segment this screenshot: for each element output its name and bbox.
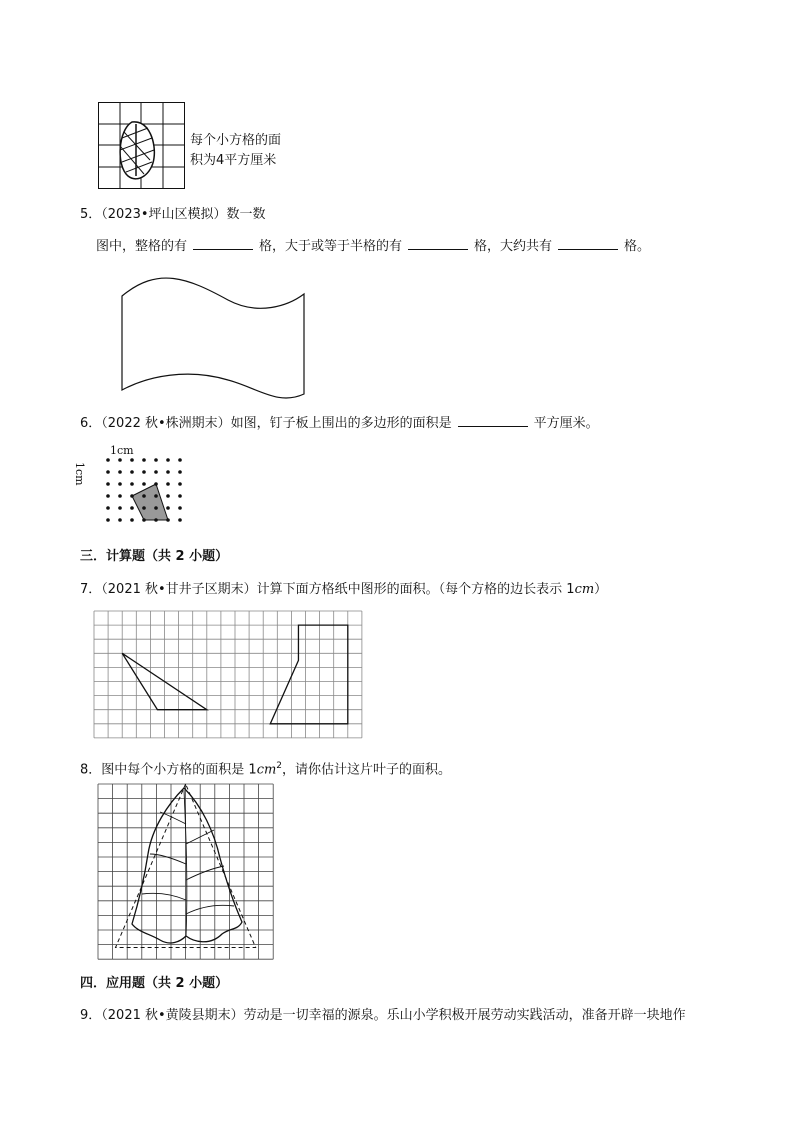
peg-dot bbox=[130, 518, 134, 522]
q5-question-line bbox=[96, 237, 650, 256]
q5-blank-whole[interactable] bbox=[193, 237, 253, 250]
q8-unit: cm bbox=[256, 762, 277, 778]
peg-dot bbox=[118, 506, 122, 510]
q6-scale-label-vertical: 1cm bbox=[73, 462, 86, 486]
peg-dot bbox=[106, 506, 110, 510]
q8-unit-superscript: 2 bbox=[276, 761, 283, 771]
q7-grid-figure bbox=[94, 611, 364, 741]
section4-title: 四．应用题（共 2 小题） bbox=[80, 976, 229, 991]
peg-dot bbox=[142, 494, 146, 498]
q8-leaf-outline bbox=[132, 788, 242, 943]
peg-dot bbox=[154, 494, 158, 498]
peg-dot bbox=[142, 482, 146, 486]
peg-dot bbox=[142, 506, 146, 510]
peg-dot bbox=[166, 458, 170, 462]
peg-dot bbox=[178, 494, 182, 498]
q5-blank-total[interactable] bbox=[558, 237, 618, 250]
peg-dot bbox=[118, 482, 122, 486]
peg-dot bbox=[106, 470, 110, 474]
q6-text: 6．（2022 秋•株洲期末）如图，钉子板上围出的多边形的面积是 bbox=[80, 416, 452, 431]
peg-dot bbox=[118, 470, 122, 474]
peg-dot bbox=[166, 494, 170, 498]
q5-text-4: 格。 bbox=[624, 239, 651, 254]
q7-unit: cm bbox=[574, 582, 595, 597]
peg-dot bbox=[118, 494, 122, 498]
peg-dot bbox=[178, 470, 182, 474]
q7-close: ） bbox=[594, 582, 608, 597]
q5-heading: 5．（2023•坪山区模拟）数一数 bbox=[80, 207, 266, 222]
peg-dot bbox=[130, 470, 134, 474]
peg-dot bbox=[142, 470, 146, 474]
q6-question-line bbox=[80, 414, 599, 433]
peg-dot bbox=[106, 518, 110, 522]
q5-blank-half[interactable] bbox=[408, 237, 468, 250]
peg-dot bbox=[118, 518, 122, 522]
q5-text-1: 图中，整格的有 bbox=[96, 239, 188, 254]
small-leaf-shape bbox=[120, 122, 154, 179]
q8-question-line bbox=[80, 757, 451, 779]
section3-title: 三．计算题（共 2 小题） bbox=[80, 549, 229, 564]
q7-question-line bbox=[80, 581, 607, 599]
q8-text-b: ，请你估计这片叶子的面积。 bbox=[282, 762, 452, 778]
peg-dot bbox=[130, 494, 134, 498]
peg-dot bbox=[178, 518, 182, 522]
q5-text-3: 格，大约共有 bbox=[474, 239, 553, 254]
peg-dot bbox=[154, 482, 158, 486]
peg-dot bbox=[106, 482, 110, 486]
peg-dot bbox=[106, 494, 110, 498]
peg-dot bbox=[154, 518, 158, 522]
q6-tail: 平方厘米。 bbox=[533, 416, 599, 431]
small-leaf-grid-figure bbox=[98, 102, 188, 192]
peg-dot bbox=[154, 458, 158, 462]
peg-dot bbox=[130, 506, 134, 510]
q6-scale-label-horizontal: 1cm bbox=[110, 444, 134, 457]
peg-dot bbox=[178, 458, 182, 462]
peg-dot bbox=[130, 458, 134, 462]
peg-dot bbox=[166, 470, 170, 474]
q7-grid-lines bbox=[94, 611, 362, 738]
peg-dot bbox=[106, 458, 110, 462]
q8-leaf-veins bbox=[142, 790, 234, 936]
peg-dot bbox=[178, 482, 182, 486]
peg-dot bbox=[142, 458, 146, 462]
peg-dot bbox=[154, 470, 158, 474]
q5-wave-shape bbox=[118, 276, 318, 396]
peg-dot bbox=[130, 482, 134, 486]
q7-text: 7．（2021 秋•甘井子区期末）计算下面方格纸中图形的面积。（每个方格的边长表示 1 bbox=[80, 582, 575, 597]
q8-text-a: 8．图中每个小方格的面积是 1 bbox=[80, 762, 257, 778]
small-leaf-caption-line2: 积为4平方厘米 bbox=[190, 153, 277, 168]
small-leaf-caption-line1: 每个小方格的面 bbox=[190, 133, 282, 148]
q8-grid-lines bbox=[98, 784, 273, 959]
peg-dot bbox=[154, 506, 158, 510]
q8-leaf-grid-figure bbox=[98, 784, 278, 964]
peg-dot bbox=[166, 518, 170, 522]
peg-dot bbox=[118, 458, 122, 462]
peg-dot bbox=[166, 482, 170, 486]
pegboard-polygon bbox=[132, 484, 168, 520]
peg-dot bbox=[178, 506, 182, 510]
q7-trapezoid bbox=[270, 625, 348, 724]
q9-question-line: 9．（2021 秋•黄陵县期末）劳动是一切幸福的源泉。乐山小学积极开展劳动实践活动，准备开辟一块地作 bbox=[80, 1008, 686, 1023]
q6-pegboard bbox=[104, 452, 194, 532]
q6-blank-area[interactable] bbox=[458, 414, 528, 427]
peg-dot bbox=[142, 518, 146, 522]
peg-dot bbox=[166, 506, 170, 510]
q5-text-2: 格，大于或等于半格的有 bbox=[259, 239, 403, 254]
